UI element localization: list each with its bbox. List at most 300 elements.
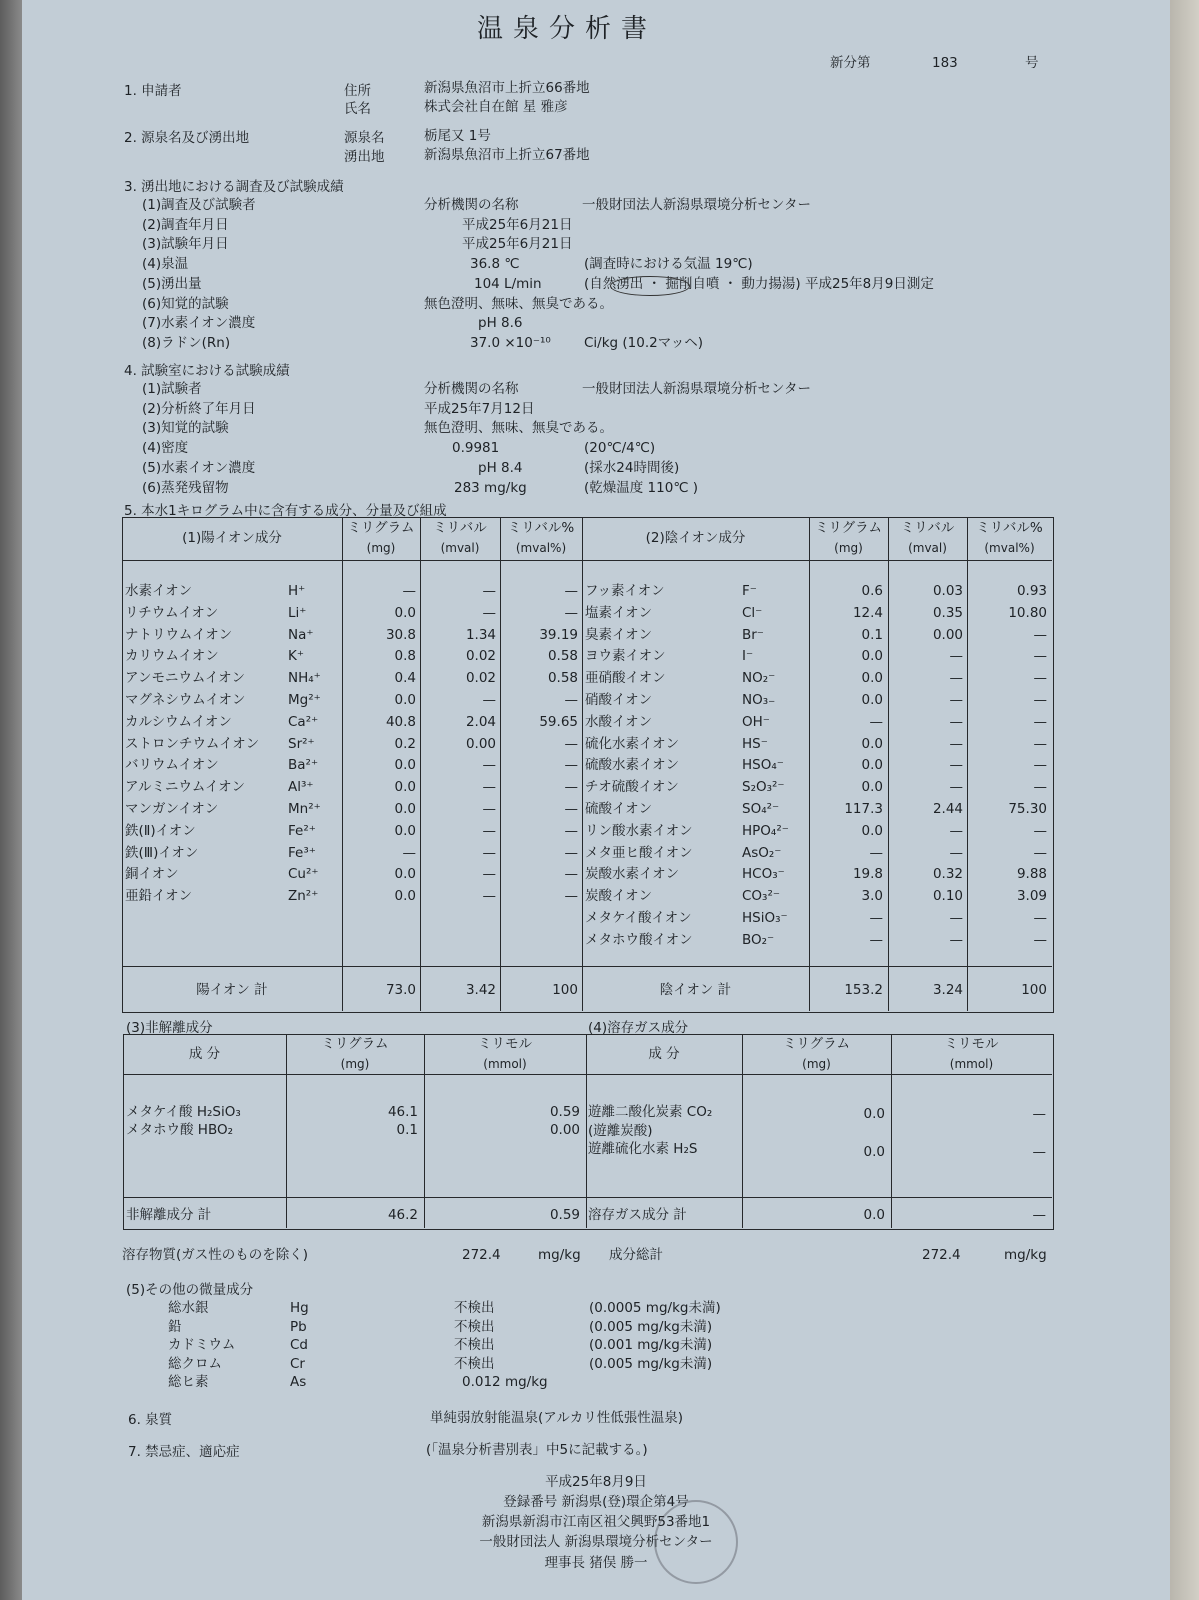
anion-mg: 0.0 (861, 692, 883, 708)
cation-mg: 30.8 (385, 626, 416, 643)
trace-name: カドミウム (168, 1337, 236, 1354)
indications-label: 7. 禁忌症、適応症 (128, 1444, 240, 1460)
spring-quality-value: 単純弱放射能温泉(アルカリ性低張性温泉) (430, 1410, 683, 1426)
dissolved-gas-label: (4)溶存ガス成分 (588, 1020, 689, 1036)
anion-name: 臭素イオン (585, 626, 653, 643)
cation-mval-pct: — (564, 844, 578, 861)
cation-formula: Na⁺ (288, 626, 314, 643)
anion-mg: 12.4 (852, 604, 883, 621)
dissolved-matter-label: 溶存物質(ガス性のものを除く) (122, 1247, 309, 1263)
location-value: 新潟県魚沼市上折立67番地 (424, 147, 590, 163)
issuer-organization: 一般財団法人 新潟県環境分析センター (479, 1534, 713, 1550)
anion-formula: AsO₂⁻ (742, 844, 782, 861)
anion-mval-pct: — (1033, 822, 1047, 839)
cation-formula: NH₄⁺ (288, 670, 321, 687)
trace-symbol: Cr (290, 1355, 305, 1372)
anion-mval: 0.00 (932, 626, 963, 643)
issue-date: 平成25年8月9日 (545, 1474, 647, 1490)
cation-name: 水素イオン (125, 583, 193, 599)
mmol-header: ミリモル (944, 1036, 999, 1052)
non-dissociated-name: メタホウ酸 HBO₂ (126, 1122, 234, 1138)
cation-mval-pct: — (564, 888, 578, 905)
dissolved-matter-value: 272.4 (462, 1247, 501, 1263)
mval-pct-unit: (mval%) (515, 541, 567, 555)
lab-test-item-note: (20℃/4℃) (584, 440, 656, 457)
non-dissociated-total-mmol: 0.59 (549, 1207, 580, 1223)
field-survey-item-value: 36.8 ℃ (470, 256, 520, 273)
cation-total-mg: 73.0 (385, 982, 416, 998)
doc-number: 183 (932, 55, 958, 71)
field-survey-item-key: (6)知覚的試験 (142, 295, 229, 312)
mmol-header: ミリモル (478, 1036, 532, 1052)
anion-name: フッ素イオン (585, 583, 665, 599)
cation-mg: — (402, 844, 416, 861)
cation-name: マンガンイオン (125, 801, 219, 817)
cation-name: アンモニウムイオン (125, 670, 246, 687)
anion-mval: — (949, 757, 963, 774)
anion-mg: 0.0 (861, 735, 883, 752)
cation-mval: — (482, 779, 496, 796)
non-dissociated-name: メタケイ酸 H₂SiO₃ (126, 1104, 241, 1120)
cation-formula: Li⁺ (288, 604, 307, 621)
anion-total-mg: 153.2 (844, 982, 883, 998)
cation-mval-pct: — (564, 735, 578, 752)
anion-mval: — (949, 779, 963, 796)
lab-test-item-key: (6)蒸発残留物 (142, 479, 229, 496)
anion-formula: OH⁻ (742, 713, 770, 730)
field-survey-item-value: 37.0 ×10⁻¹⁰ (470, 334, 551, 351)
gas-mmol: — (1032, 1106, 1046, 1122)
anion-name: リン酸水素イオン (585, 822, 693, 839)
anion-mval: 0.10 (932, 888, 963, 905)
cation-mval-pct: — (564, 583, 578, 599)
cation-mg: 0.0 (394, 692, 416, 708)
anion-formula: S₂O₃²⁻ (742, 779, 785, 796)
cation-mval: — (482, 757, 496, 774)
document-title: 温泉分析書 (477, 14, 658, 44)
mval-header: ミリバル (433, 520, 487, 536)
anion-mval: 0.32 (932, 866, 963, 883)
cation-total-pct: 100 (552, 982, 578, 998)
cation-mval-pct: 0.58 (547, 670, 578, 687)
non-dissociated-total-mg: 46.2 (387, 1207, 418, 1223)
lab-test-item-note: 一般財団法人新潟県環境分析センター (582, 381, 811, 397)
anion-mg: 0.0 (861, 670, 883, 687)
cation-total-label: 陽イオン 計 (196, 982, 268, 998)
gas-mg: 0.0 (863, 1144, 885, 1160)
anion-mg: 0.6 (861, 583, 883, 599)
issuer-address: 新潟県新潟市江南区祖父興野53番地1 (481, 1514, 711, 1530)
anion-mval-pct: — (1033, 670, 1047, 687)
cation-mg: 0.0 (394, 888, 416, 905)
anion-mval: — (949, 735, 963, 752)
cation-formula: Sr²⁺ (288, 735, 315, 752)
cation-name: 鉄(Ⅱ)イオン (125, 822, 196, 839)
anion-mval-pct: — (1033, 779, 1047, 796)
anion-mval: — (949, 910, 963, 926)
anion-mval: — (949, 670, 963, 687)
cation-mval: 0.02 (465, 670, 496, 687)
non-dissociated-mg: 0.1 (396, 1122, 418, 1138)
cation-name: 銅イオン (125, 866, 179, 883)
gas-total-mmol: — (1032, 1207, 1046, 1223)
anion-formula: NO₂⁻ (742, 670, 776, 687)
cation-formula: Cu²⁺ (288, 866, 319, 883)
cation-name: ストロンチウムイオン (125, 735, 260, 752)
non-dissociated-total-label: 非解離成分 計 (126, 1207, 212, 1223)
anion-name: 炭酸イオン (585, 888, 653, 905)
background-right (1170, 0, 1199, 1600)
field-survey-label: 3. 湧出地における調査及び試験成績 (124, 179, 344, 195)
mg-header: ミリグラム (321, 1036, 389, 1052)
mmol-unit: (mmol) (483, 1057, 527, 1071)
lab-test-item-key: (5)水素イオン濃度 (142, 459, 256, 476)
mval-pct-unit: (mval%) (984, 541, 1035, 555)
trace-note: (0.005 mg/kg未満) (589, 1355, 713, 1372)
field-survey-item-value: 104 L/min (474, 275, 542, 292)
mval-header: ミリバル (900, 520, 955, 536)
field-survey-item-key: (5)湧出量 (142, 275, 202, 292)
name-key: 氏名 (344, 101, 371, 117)
cation-mg: 0.0 (394, 757, 416, 774)
trace-note: (0.001 mg/kg未満) (589, 1337, 713, 1354)
cation-mval: 0.00 (465, 735, 496, 752)
cation-mval: — (482, 604, 496, 621)
spring-quality-label: 6. 泉質 (128, 1412, 173, 1428)
trace-name: 総ヒ素 (168, 1374, 209, 1391)
location-key: 湧出地 (344, 149, 385, 165)
field-survey-item-key: (2)調査年月日 (142, 216, 229, 233)
anion-name: ヨウ素イオン (585, 648, 666, 665)
cation-mg: 0.0 (394, 801, 416, 817)
anion-mg: 3.0 (861, 888, 883, 905)
source-name-value: 栃尾又 1号 (424, 128, 491, 144)
cation-name: マグネシウムイオン (125, 692, 246, 708)
anion-mg: 0.0 (861, 648, 883, 665)
cation-mg: 0.2 (394, 735, 416, 752)
non-dissociated-mg: 46.1 (387, 1104, 418, 1120)
anion-mval-pct: — (1033, 713, 1047, 730)
cation-name: カリウムイオン (125, 648, 219, 665)
field-survey-item-note: (調査時における気温 19℃) (584, 256, 753, 273)
lab-test-label: 4. 試験室における試験成績 (124, 363, 290, 379)
mg-unit: (mg) (834, 541, 863, 555)
cation-mval-pct: — (564, 866, 578, 883)
lab-test-item-note: (乾燥温度 110℃ ) (584, 479, 699, 496)
cation-mg: 0.4 (394, 670, 416, 687)
ion-table-label: 5. 本水1キログラム中に含有する成分、分量及び組成 (124, 503, 447, 519)
anion-mval: — (949, 822, 963, 839)
anion-mval: — (949, 931, 963, 948)
anion-formula: Br⁻ (742, 626, 764, 643)
anion-name: メタ亜ヒ酸イオン (585, 844, 693, 861)
field-survey-item-value: 分析機関の名称 (424, 197, 519, 213)
address-value: 新潟県魚沼市上折立66番地 (424, 80, 590, 96)
field-survey-item-value: pH 8.6 (478, 315, 523, 332)
lab-test-item-value: 283 mg/kg (454, 479, 527, 496)
anion-formula: HPO₄²⁻ (742, 822, 789, 839)
anion-formula: HSO₄⁻ (742, 757, 784, 774)
lab-test-item-value: pH 8.4 (478, 459, 523, 476)
lab-test-item-value: 分析機関の名称 (424, 381, 519, 397)
cation-mval: — (482, 583, 496, 599)
ion-table-total-line (122, 966, 1052, 967)
trace-name: 鉛 (168, 1318, 182, 1335)
anion-formula: CO₃²⁻ (742, 888, 781, 905)
cation-mg: 0.0 (394, 866, 416, 883)
anion-formula: NO₃₋ (742, 692, 776, 708)
trace-note: (0.0005 mg/kg未満) (589, 1300, 721, 1316)
stamp-seal (654, 1500, 738, 1584)
field-survey-item-key: (7)水素イオン濃度 (142, 315, 256, 332)
cation-formula: Ca²⁺ (288, 713, 319, 730)
component-table-total-line (123, 1197, 1052, 1198)
trace-name: 総水銀 (168, 1300, 209, 1316)
cation-mg: 0.0 (394, 604, 416, 621)
cation-name: アルミニウムイオン (125, 779, 246, 796)
cation-formula: Fe³⁺ (288, 844, 316, 861)
lab-test-item-value: 0.9981 (452, 440, 500, 457)
cation-mg: 40.8 (385, 713, 416, 730)
cation-mval-pct: — (564, 604, 578, 621)
cation-total-mval: 3.42 (465, 982, 496, 998)
mg-header: ミリグラム (347, 520, 415, 536)
cation-mval-pct: — (564, 779, 578, 796)
cation-name: 鉄(Ⅲ)イオン (125, 844, 199, 861)
cation-mval-pct: 39.19 (539, 626, 578, 643)
anion-mval-pct: — (1033, 626, 1047, 643)
lab-test-item-value: 無色澄明、無味、無臭である。 (424, 420, 613, 437)
cation-mval: — (482, 844, 496, 861)
lab-test-item-key: (1)試験者 (142, 381, 202, 397)
gas-component-header: 成 分 (648, 1046, 680, 1062)
anion-name: 硫酸イオン (585, 801, 653, 817)
anion-mval: 2.44 (932, 801, 963, 817)
anion-mval-pct: — (1033, 735, 1047, 752)
anion-total-label: 陰イオン 計 (659, 982, 732, 998)
source-name-key: 源泉名 (344, 130, 385, 146)
registration-number: 登録番号 新潟県(登)環企第4号 (503, 1494, 689, 1510)
total-components-label: 成分総計 (609, 1247, 663, 1263)
cation-mval-pct: — (564, 822, 578, 839)
cation-mval: — (482, 801, 496, 817)
cation-formula: Al³⁺ (288, 779, 314, 796)
anion-mval: — (949, 648, 963, 665)
cation-name: 亜鉛イオン (125, 888, 193, 905)
field-survey-item-note: (自然湧出 ・ 掘削自噴 ・ 動力揚湯) 平成25年8月9日測定 (584, 275, 934, 292)
ion-table-header-line (122, 560, 1052, 561)
trace-name: 総クロム (168, 1355, 222, 1372)
field-survey-item-note: 一般財団法人新潟県環境分析センター (582, 197, 811, 213)
anion-name: メタホウ酸イオン (585, 931, 693, 948)
trace-value: 不検出 (454, 1318, 495, 1335)
anion-name: 炭酸水素イオン (585, 866, 680, 883)
field-survey-item-key: (4)泉温 (142, 256, 189, 273)
anion-name: 塩素イオン (585, 604, 653, 621)
anion-name: 硫酸水素イオン (585, 757, 680, 774)
cation-name: バリウムイオン (125, 757, 219, 774)
total-components-value: 272.4 (922, 1247, 961, 1263)
background-left (0, 0, 22, 1600)
cation-mval: 1.34 (465, 626, 496, 643)
anion-mval: 0.35 (932, 604, 963, 621)
non-dissociated-label: (3)非解離成分 (126, 1020, 213, 1036)
applicant-label: 1. 申請者 (124, 83, 182, 99)
trace-value: 0.012 mg/kg (462, 1374, 548, 1391)
cation-mg: 0.8 (394, 648, 416, 665)
anion-mval-pct: — (1033, 648, 1047, 665)
cation-mval: — (482, 822, 496, 839)
cation-mval-pct: — (564, 757, 578, 774)
cation-mg: 0.0 (394, 779, 416, 796)
anion-mg: 19.8 (852, 866, 883, 883)
anion-mg: 0.0 (861, 822, 883, 839)
cation-formula: Ba²⁺ (288, 757, 319, 774)
mg-unit: (mg) (802, 1057, 831, 1071)
anion-formula: HS⁻ (742, 735, 768, 752)
cation-mval-pct: 59.65 (539, 713, 578, 730)
anion-name: メタケイ酸イオン (585, 910, 692, 926)
indications-value: (「温泉分析書別表」中5に記載する。) (426, 1442, 648, 1458)
anion-mval-pct: — (1033, 931, 1047, 948)
anion-name: チオ硫酸イオン (585, 779, 679, 796)
anion-mval-pct: 75.30 (1008, 801, 1047, 817)
non-dissociated-mmol: 0.59 (549, 1104, 580, 1120)
anion-formula: I⁻ (742, 648, 754, 665)
anion-mval-pct: — (1033, 757, 1047, 774)
cation-formula: Mg²⁺ (288, 692, 321, 708)
gas-mg: 0.0 (863, 1106, 885, 1122)
anion-mval-pct: 3.09 (1016, 888, 1047, 905)
anion-mval-pct: 9.88 (1016, 866, 1047, 883)
anion-formula: BO₂⁻ (742, 931, 775, 948)
anion-formula: HSiO₃⁻ (742, 910, 788, 926)
anion-mval-pct: — (1033, 910, 1047, 926)
name-value: 株式会社自在館 星 雅彦 (424, 99, 568, 115)
cation-mg: 0.0 (394, 822, 416, 839)
cation-formula: Fe²⁺ (288, 822, 316, 839)
anion-mval-pct: — (1033, 844, 1047, 861)
anion-formula: SO₄²⁻ (742, 801, 780, 817)
gas-total-label: 溶存ガス成分 計 (588, 1207, 687, 1223)
doc-number-suffix: 号 (1025, 55, 1039, 71)
cation-name: ナトリウムイオン (125, 626, 233, 643)
lab-test-item-key: (3)知覚的試験 (142, 420, 229, 437)
anion-mval: — (949, 692, 963, 708)
cation-mval: 0.02 (465, 648, 496, 665)
cation-formula: Zn²⁺ (288, 888, 319, 905)
anion-mval: 0.03 (932, 583, 963, 599)
mval-unit: (mval) (440, 541, 480, 555)
source-label: 2. 源泉名及び湧出地 (124, 130, 250, 146)
ion-table-column-line (582, 517, 583, 1011)
lab-test-item-key: (2)分析終了年月日 (142, 400, 256, 417)
cation-header: (1)陽イオン成分 (182, 530, 282, 546)
cation-formula: H⁺ (288, 583, 306, 599)
anion-mval-pct: 10.80 (1008, 604, 1047, 621)
anion-mg: 117.3 (844, 801, 883, 817)
cation-formula: Mn²⁺ (288, 801, 321, 817)
anion-name: 亜硝酸イオン (585, 670, 666, 687)
gas-name: 遊離硫化水素 H₂S (588, 1141, 698, 1157)
trace-value: 不検出 (454, 1337, 495, 1354)
component-table-column-line (586, 1034, 587, 1228)
anion-mg: — (869, 931, 883, 948)
document-page (22, 0, 1170, 1600)
component-header: 成 分 (188, 1046, 221, 1062)
mval-unit: (mval) (908, 541, 947, 555)
field-survey-item-key: (1)調査及び試験者 (142, 197, 256, 213)
trace-symbol: As (290, 1374, 307, 1391)
lab-test-item-key: (4)密度 (142, 440, 189, 457)
cation-name: リチウムイオン (125, 604, 219, 621)
anion-mg: — (869, 844, 883, 861)
cation-mval-pct: — (564, 801, 578, 817)
cation-mval-pct: 0.58 (547, 648, 578, 665)
mg-header: ミリグラム (814, 520, 883, 536)
trace-symbol: Cd (290, 1337, 308, 1354)
lab-test-item-value: 平成25年7月12日 (424, 400, 535, 417)
issuer-representative: 理事長 猪俣 勝一 (544, 1555, 648, 1571)
anion-mval: — (949, 844, 963, 861)
anion-mg: — (869, 910, 883, 926)
mval-pct-header: ミリバル% (976, 520, 1043, 536)
component-table-header-line (123, 1074, 1052, 1075)
gas-name: (遊離炭酸) (588, 1123, 653, 1139)
trace-symbol: Hg (290, 1300, 309, 1316)
dissolved-matter-unit: mg/kg (538, 1247, 581, 1263)
trace-value: 不検出 (454, 1300, 495, 1316)
field-survey-item-key: (3)試験年月日 (142, 236, 229, 253)
trace-components-label: (5)その他の微量成分 (126, 1282, 254, 1298)
gas-mmol: — (1032, 1144, 1046, 1160)
cation-mg: — (402, 583, 416, 599)
anion-mg: 0.0 (861, 779, 883, 796)
mg-unit: (mg) (366, 541, 396, 555)
doc-number-prefix: 新分第 (830, 55, 871, 71)
anion-formula: F⁻ (742, 583, 757, 599)
anion-total-mval: 3.24 (932, 982, 963, 998)
trace-note: (0.005 mg/kg未満) (589, 1318, 713, 1335)
anion-mg: — (869, 713, 883, 730)
field-survey-item-value: 平成25年6月21日 (462, 236, 573, 253)
anion-header: (2)陰イオン成分 (645, 530, 746, 546)
mg-unit: (mg) (340, 1057, 370, 1071)
field-survey-item-value: 平成25年6月21日 (462, 216, 573, 233)
anion-mval-pct: 0.93 (1016, 583, 1047, 599)
field-survey-item-note: Ci/kg (10.2マッヘ) (584, 334, 703, 351)
cation-mval: — (482, 692, 496, 708)
cation-mval-pct: — (564, 692, 578, 708)
non-dissociated-mmol: 0.00 (549, 1122, 580, 1138)
trace-symbol: Pb (290, 1318, 307, 1335)
mval-pct-header: ミリバル% (507, 520, 575, 536)
anion-mg: 0.1 (861, 626, 883, 643)
anion-name: 水酸イオン (585, 713, 653, 730)
anion-formula: Cl⁻ (742, 604, 763, 621)
anion-mval-pct: — (1033, 692, 1047, 708)
anion-mg: 0.0 (861, 757, 883, 774)
trace-value: 不検出 (454, 1355, 495, 1372)
anion-formula: HCO₃⁻ (742, 866, 785, 883)
gas-total-mg: 0.0 (863, 1207, 885, 1223)
cation-mval: 2.04 (465, 713, 496, 730)
lab-test-item-note: (採水24時間後) (584, 459, 680, 476)
anion-name: 硝酸イオン (585, 692, 653, 708)
anion-total-pct: 100 (1021, 982, 1047, 998)
field-survey-item-key: (8)ラドン(Rn) (142, 334, 231, 351)
mg-header: ミリグラム (782, 1036, 851, 1052)
